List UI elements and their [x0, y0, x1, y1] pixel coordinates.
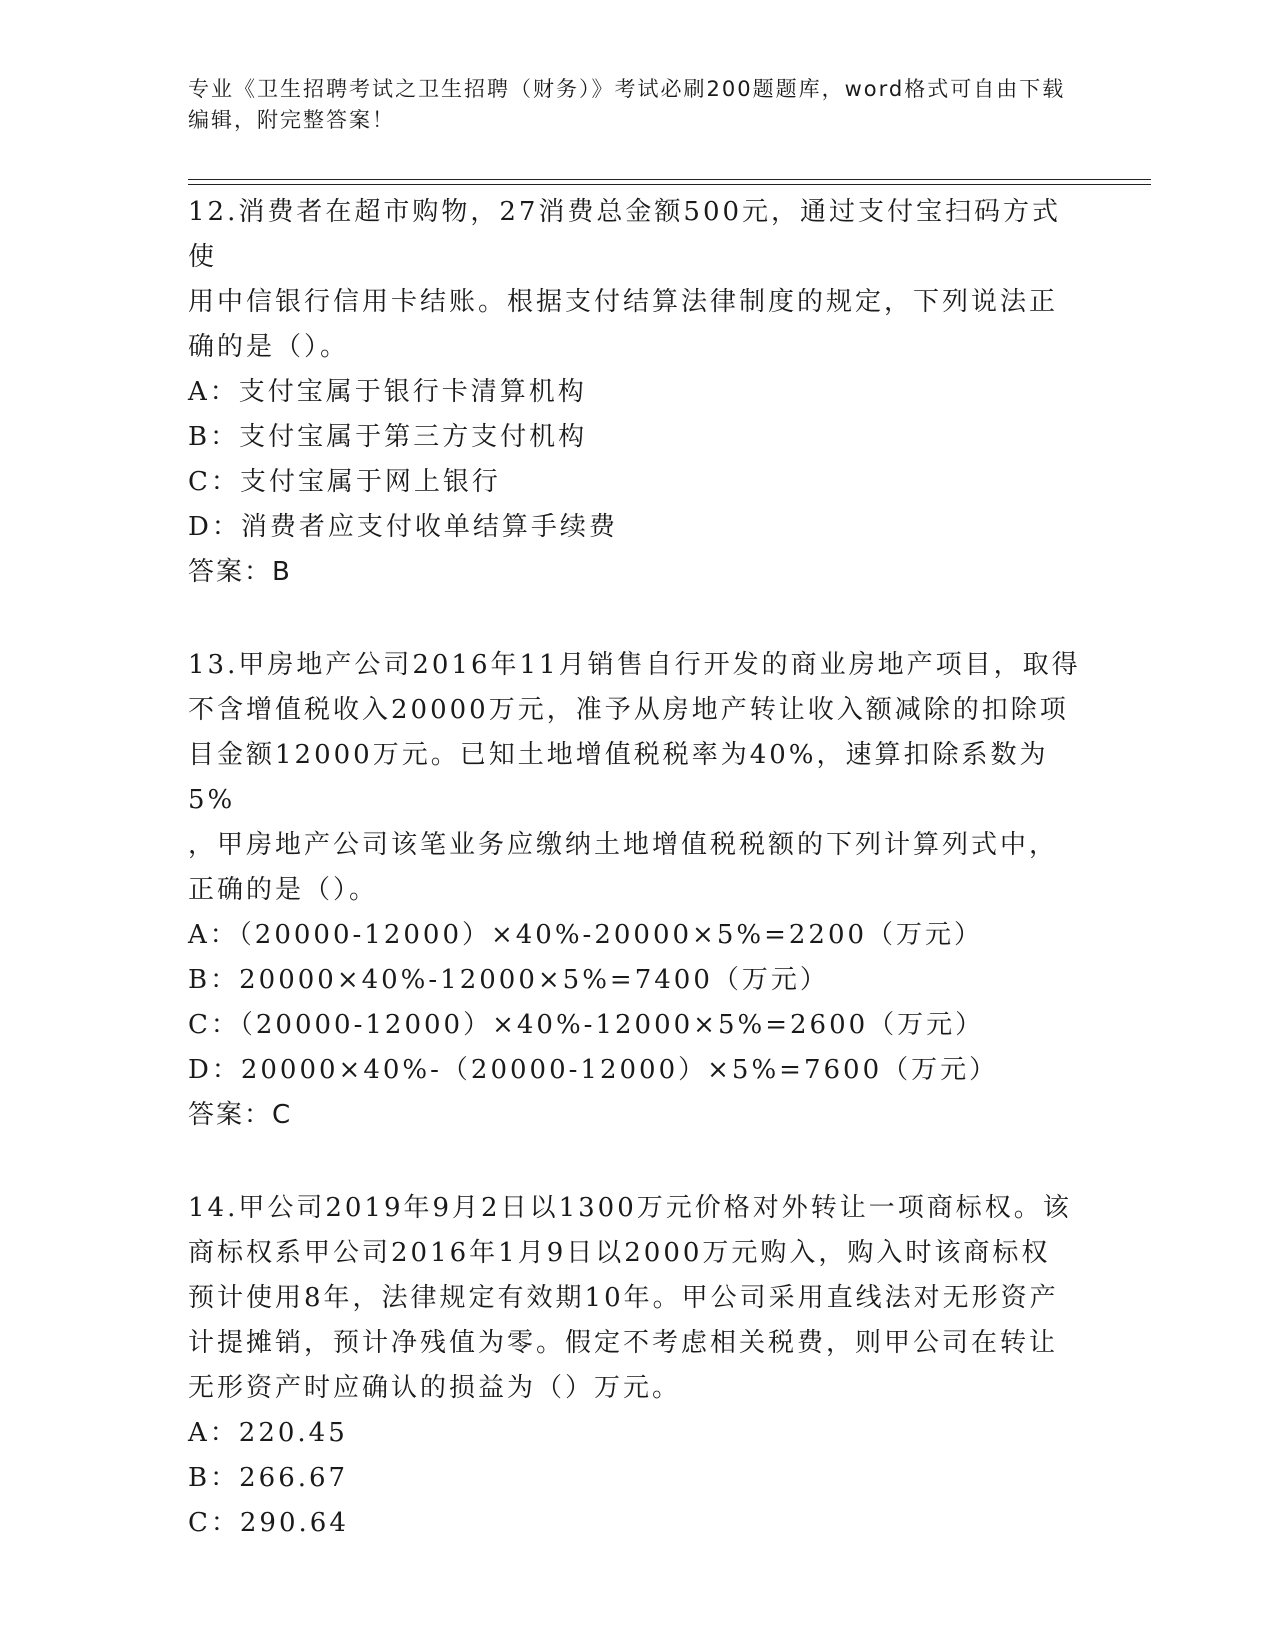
question-spacer — [188, 1138, 1088, 1186]
option-a: A：支付宝属于银行卡清算机构 — [188, 377, 587, 407]
question-stem-line: 商标权系甲公司2016年1月9日以2000万元购入，购入时该商标权 — [188, 1238, 1051, 1268]
option-a: A：220.45 — [188, 1418, 348, 1448]
question-stem-line: 预计使用8年，法律规定有效期10年。甲公司采用直线法对无形资产 — [188, 1283, 1059, 1313]
question-stem-line: 目金额12000万元。已知土地增值税税率为40%，速算扣除系数为5% — [188, 740, 1049, 815]
question-stem-line: 13.甲房地产公司2016年11月销售自行开发的商业房地产项目，取得 — [188, 650, 1081, 680]
option-b: B：支付宝属于第三方支付机构 — [188, 422, 588, 452]
header-rule-top — [188, 179, 1151, 180]
option-c: C：290.64 — [188, 1508, 349, 1538]
question-stem-line: 12.消费者在超市购物，27消费总金额500元，通过支付宝扫码方式使 — [188, 197, 1062, 272]
question-stem-line: 计提摊销，预计净残值为零。假定不考虑相关税费，则甲公司在转让 — [188, 1328, 1059, 1358]
option-d: D：消费者应支付收单结算手续费 — [188, 512, 618, 542]
question-14 — [188, 1186, 1088, 1546]
question-spacer — [188, 595, 1088, 643]
answer-label: 答案：B — [188, 557, 292, 587]
option-d: D：20000×40%-（20000-12000）×5%=7600（万元） — [188, 1055, 999, 1085]
answer-label: 答案：C — [188, 1100, 293, 1130]
question-stem-line: 用中信银行信用卡结账。根据支付结算法律制度的规定，下列说法正 — [188, 287, 1059, 317]
option-c: C：（20000-12000）×40%-12000×5%=2600（万元） — [188, 1010, 985, 1040]
question-stem-line: ，甲房地产公司该笔业务应缴纳土地增值税税额的下列计算列式中， — [188, 830, 1059, 860]
document-header: 专业《卫生招聘考试之卫生招聘（财务）》考试必刷200题题库，word格式可自由下载编辑，附完整答案！ — [188, 77, 1066, 132]
header-rule-bottom — [188, 184, 1151, 185]
option-c: C：支付宝属于网上银行 — [188, 467, 501, 497]
option-b: B：20000×40%-12000×5%=7400（万元） — [188, 965, 829, 995]
option-a: A：（20000-12000）×40%-20000×5%=2200（万元） — [188, 920, 984, 950]
question-list — [188, 190, 1088, 1546]
question-stem-line: 无形资产时应确认的损益为（）万元。 — [188, 1373, 682, 1403]
question-stem-line: 14.甲公司2019年9月2日以1300万元价格对外转让一项商标权。该 — [188, 1193, 1072, 1223]
question-stem-line: 确的是（）。 — [188, 332, 350, 362]
option-b: B：266.67 — [188, 1463, 349, 1493]
question-stem-line: 不含增值税收入20000万元，准予从房地产转让收入额减除的扣除项 — [188, 695, 1069, 725]
question-12 — [188, 190, 1088, 595]
question-stem-line: 正确的是（）。 — [188, 875, 379, 905]
question-13 — [188, 643, 1088, 1138]
